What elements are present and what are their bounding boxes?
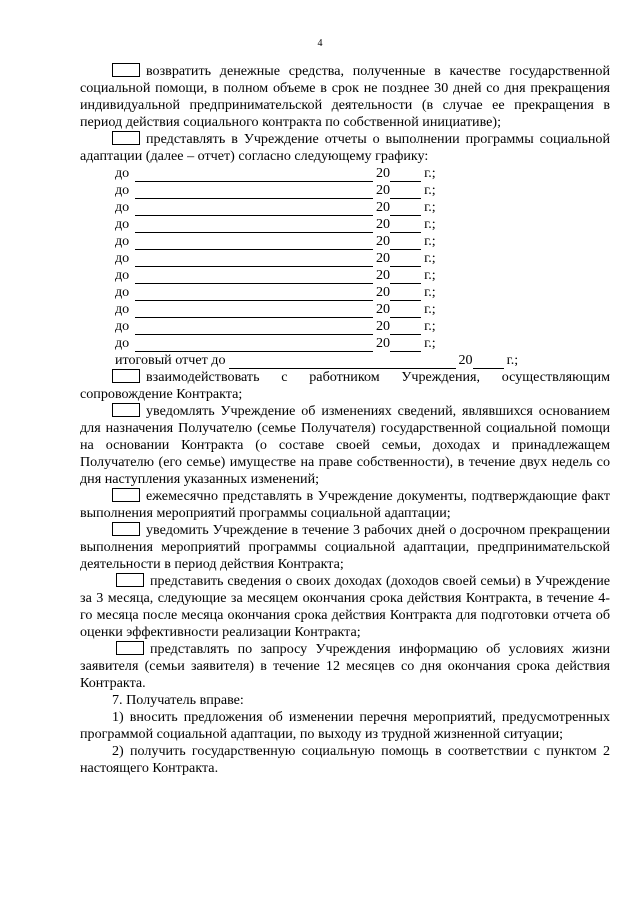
paragraph-right-1: 1) вносить предложения об изменении перечня мероприятий, предусмотренных программой социальной адаптации, по выходу из трудной жизненной ситуации;	[80, 709, 610, 742]
schedule-row: до 20 г.;	[115, 216, 436, 232]
report-date-field[interactable]	[135, 321, 373, 335]
schedule-row: до 20 г.;	[115, 199, 436, 215]
schedule-row: до 20 г.;	[115, 182, 436, 198]
final-report-row: итоговый отчет до 20 г.;	[115, 352, 519, 368]
paragraph-return-funds: возвратить денежные средства, полученные в качестве государственной социальной помощи, в полном объеме в срок не позднее 30 дней со дня прекращения индивидуальной предпринимательской деятельности (в случае ее прекращения в период действия социального контракта по собственной инициативе);	[80, 63, 610, 130]
report-year-field[interactable]	[390, 168, 421, 182]
report-year-field[interactable]	[390, 236, 421, 250]
paragraph-reports: представлять в Учреждение отчеты о выполнении программы социальной адаптации (далее – отчет) согласно следующему графику:	[80, 131, 610, 164]
paragraph-monthly-docs: ежемесячно представлять в Учреждение документы, подтверждающие факт выполнения мероприятий программы социальной адаптации;	[80, 488, 610, 521]
report-year-field[interactable]	[390, 253, 421, 267]
report-date-field[interactable]	[135, 202, 373, 216]
section-7-heading: 7. Получатель вправе:	[112, 692, 244, 708]
checkbox-monthly-docs[interactable]	[112, 488, 140, 502]
checkbox-reports[interactable]	[112, 131, 140, 145]
schedule-row: до 20 г.;	[115, 250, 436, 266]
paragraph-interact: взаимодействовать с работником Учреждения, осуществляющим сопровождение Контракта;	[80, 369, 610, 402]
schedule-row: до 20 г.;	[115, 233, 436, 249]
paragraph-notify-termination: уведомить Учреждение в течение 3 рабочих дней о досрочном прекращении выполнения мероприятий программы социальной адаптации, предпринимательской деятельности в период действия Контракта;	[80, 522, 610, 572]
report-date-field[interactable]	[135, 168, 373, 182]
schedule-row: до 20 г.;	[115, 301, 436, 317]
final-year-field[interactable]	[473, 355, 504, 369]
report-date-field[interactable]	[135, 185, 373, 199]
report-year-field[interactable]	[390, 338, 421, 352]
page-number: 4	[317, 38, 323, 49]
report-year-field[interactable]	[390, 219, 421, 233]
checkbox-notify-changes[interactable]	[112, 403, 140, 417]
schedule-row: до 20 г.;	[115, 318, 436, 334]
paragraph-right-2: 2) получить государственную социальную помощь в соответствии с пунктом 2 настоящего Контракта.	[80, 743, 610, 776]
report-year-field[interactable]	[390, 321, 421, 335]
report-year-field[interactable]	[390, 202, 421, 216]
final-date-field[interactable]	[229, 355, 456, 369]
checkbox-notify-termination[interactable]	[112, 522, 140, 536]
report-schedule	[80, 165, 610, 352]
report-date-field[interactable]	[135, 270, 373, 284]
schedule-row: до 20 г.;	[115, 165, 436, 181]
paragraph-living-conditions: представлять по запросу Учреждения информацию об условиях жизни заявителя (семьи заявителя) в течение 12 месяцев со дня окончания срока действия Контракта.	[80, 641, 610, 691]
report-year-field[interactable]	[390, 185, 421, 199]
checkbox-return-funds[interactable]	[112, 63, 140, 77]
checkbox-income-info[interactable]	[116, 573, 144, 587]
schedule-row: до 20 г.;	[115, 267, 436, 283]
schedule-row: до 20 г.;	[115, 335, 436, 351]
report-year-field[interactable]	[390, 270, 421, 284]
paragraph-notify-changes: уведомлять Учреждение об изменениях сведений, являвшихся основанием для назначения Получателю (семье Получателя) государственной социальной помощи на основании Контракта (о составе своей семьи, доходах и принадлежащем Получателю (его семье) имуществе на праве собственности), в течение двух недель со дня наступления указанных изменений;	[80, 403, 610, 487]
schedule-row: до 20 г.;	[115, 284, 436, 300]
report-date-field[interactable]	[135, 338, 373, 352]
checkbox-living-conditions[interactable]	[116, 641, 144, 655]
checkbox-interact[interactable]	[112, 369, 140, 383]
report-date-field[interactable]	[135, 304, 373, 318]
contract-text	[80, 63, 610, 777]
report-year-field[interactable]	[390, 304, 421, 318]
report-date-field[interactable]	[135, 287, 373, 301]
report-year-field[interactable]	[390, 287, 421, 301]
paragraph-income-info: представить сведения о своих доходах (доходов своей семьи) в Учреждение за 3 месяца, следующие за месяцем окончания срока действия Контракта, в течение 4-го месяца после месяца окончания срока действия Контракта для подготовки отчета об оценки эффективности реализации Контракта;	[80, 573, 610, 640]
report-date-field[interactable]	[135, 219, 373, 233]
report-date-field[interactable]	[135, 253, 373, 267]
report-date-field[interactable]	[135, 236, 373, 250]
